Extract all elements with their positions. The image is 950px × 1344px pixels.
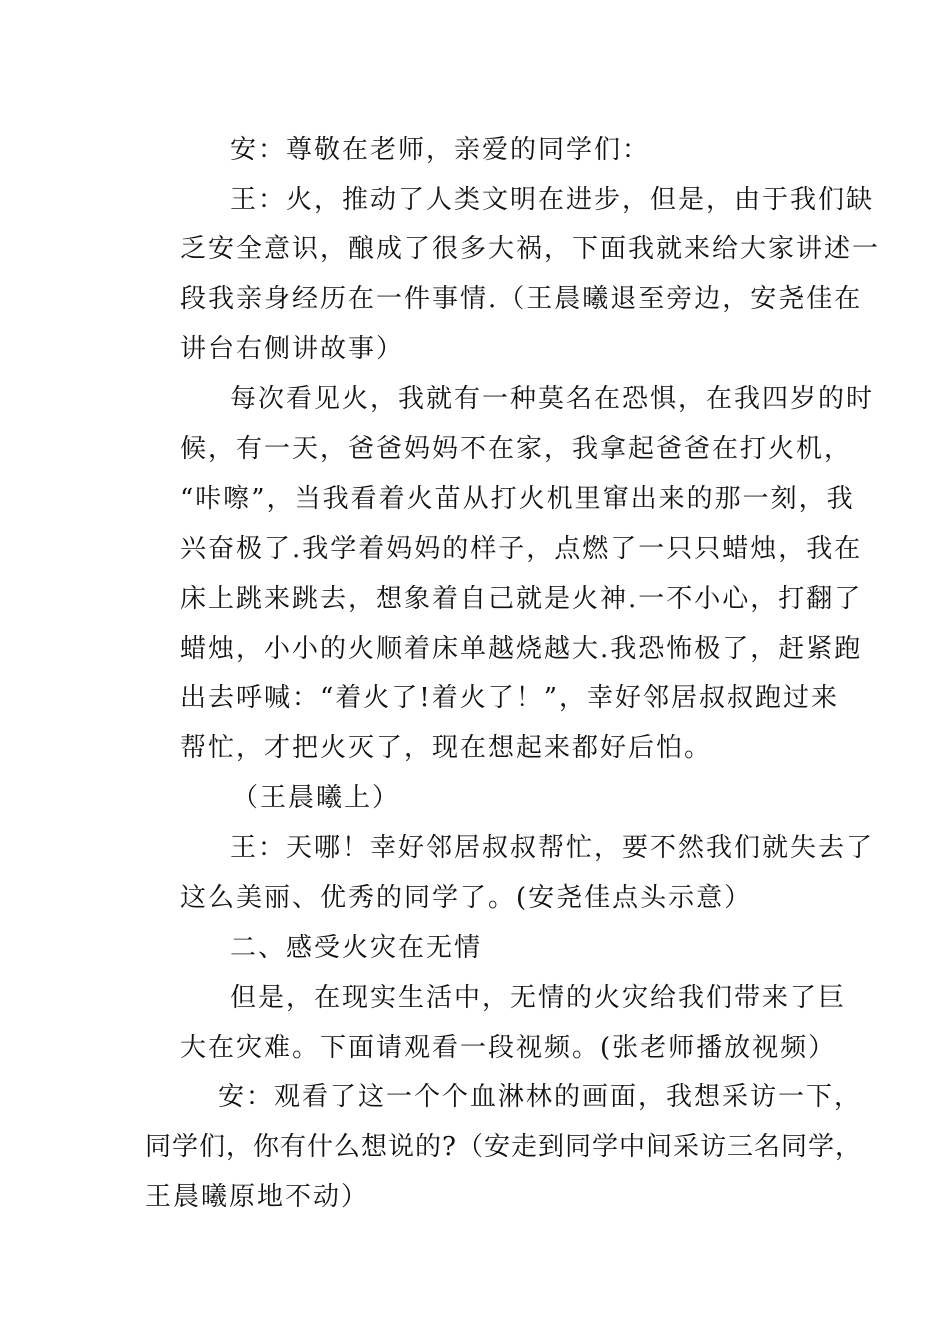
- text-line: “咔嚓”，当我看着火苗从打火机里窜出来的那一刻，我: [180, 484, 855, 514]
- text-line: 候，有一天，爸爸妈妈不在家，我拿起爸爸在打火机，: [180, 434, 853, 464]
- text-line: 段我亲身经历在一件事情.（王晨曦退至旁边，安尧佳在: [180, 284, 863, 314]
- text-line: 出去呼喊：“着火了!着火了！”，幸好邻居叔叔跑过来: [180, 683, 840, 713]
- text-line: 但是，在现实生活中，无情的火灾给我们带来了巨: [230, 983, 847, 1013]
- text-line: 王晨曦原地不动）: [145, 1182, 370, 1212]
- text-line: 大在灾难。下面请观看一段视频。(张老师播放视频）: [180, 1033, 837, 1063]
- text-line: 王：火，推动了人类文明在进步，但是，由于我们缺: [230, 185, 875, 215]
- text-line: 帮忙，才把火灭了，现在想起来都好后怕。: [180, 733, 713, 763]
- text-line: 安：观看了这一个个血淋林的画面，我想采访一下，: [218, 1082, 863, 1112]
- text-line: 兴奋极了.我学着妈妈的样子，点燃了一只只蜡烛，我在: [180, 534, 863, 564]
- text-line: （王晨曦上）: [232, 783, 401, 813]
- text-line: 王：天哪！幸好邻居叔叔帮忙，要不然我们就失去了: [230, 833, 875, 863]
- text-line: 蜡烛，小小的火顺着床单越烧越大.我恐怖极了，赶紧跑: [180, 634, 863, 664]
- text-line: 乏安全意识，酿成了很多大祸，下面我就来给大家讲述一: [180, 234, 881, 264]
- text-line: 每次看见火，我就有一种莫名在恐惧，在我四岁的时: [230, 384, 875, 414]
- text-line: 讲台右侧讲故事）: [180, 334, 405, 364]
- text-line: 二、感受火灾在无情: [230, 933, 483, 963]
- text-line: 安：尊敬在老师，亲爱的同学们：: [230, 135, 651, 165]
- text-line: 同学们，你有什么想说的?（安走到同学中间采访三名同学，: [145, 1132, 862, 1162]
- text-line: 床上跳来跳去，想象着自己就是火神.一不小心，打翻了: [180, 584, 863, 614]
- text-line: 这么美丽、优秀的同学了。(安尧佳点头示意）: [180, 883, 753, 913]
